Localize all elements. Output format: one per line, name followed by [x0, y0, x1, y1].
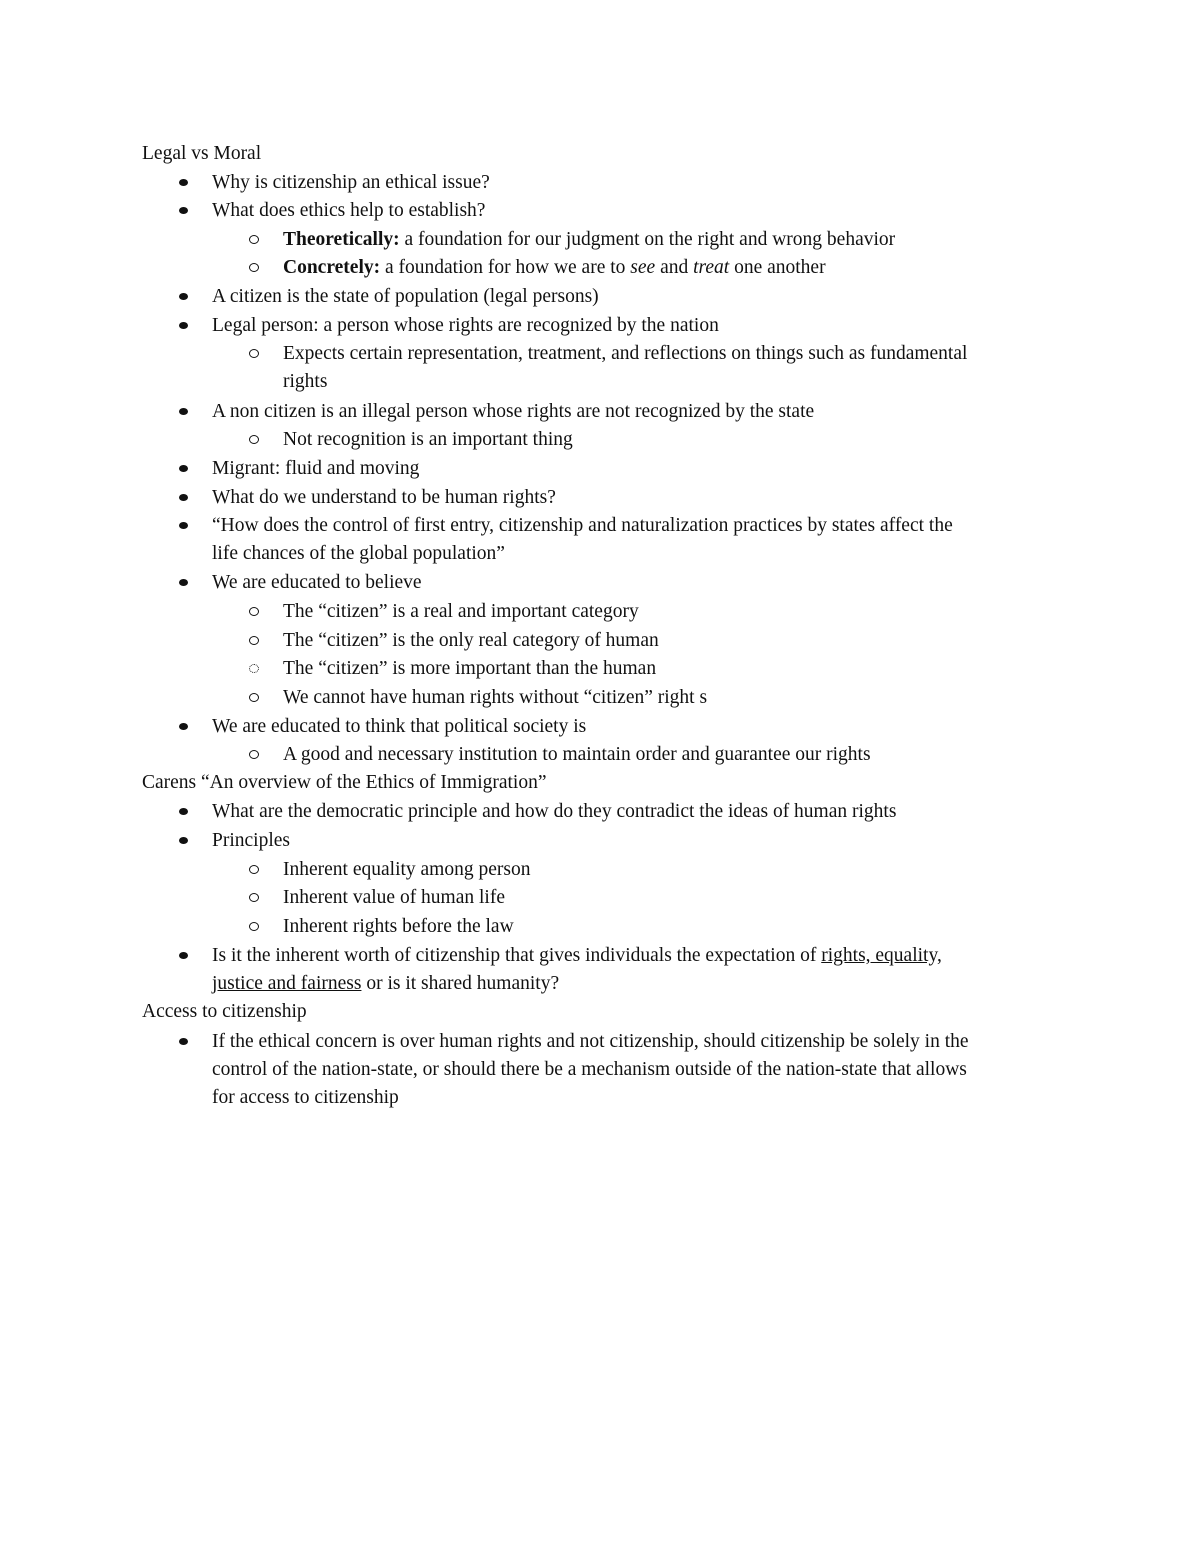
list-item: We are educated to believe	[212, 572, 422, 593]
sub-list-item: We cannot have human rights without “citizen” right s	[283, 687, 708, 708]
list-item: If the ethical concern is over human rights and not citizenship, should citizenship be solely in the	[212, 1031, 969, 1052]
sub-list-item: The “citizen” is the only real category of human	[283, 630, 659, 651]
section-heading-carens: Carens “An overview of the Ethics of Immigration”	[142, 772, 547, 793]
sub-list-item: Not recognition is an important thing	[283, 429, 573, 450]
sub-list-item	[283, 226, 895, 254]
sub-list-item: The “citizen” is more important than the human	[283, 658, 657, 679]
list-item: A citizen is the state of population (legal persons)	[212, 286, 599, 307]
italic-word: treat	[693, 257, 730, 278]
list-item: What does ethics help to establish?	[212, 200, 486, 221]
list-item-continuation: for access to citizenship	[212, 1087, 399, 1108]
text-run: a foundation for how we are to	[380, 257, 631, 278]
text-run: or is it shared humanity?	[361, 973, 560, 994]
bold-label: Theoretically:	[283, 229, 400, 250]
sub-list-item	[283, 254, 826, 282]
list-item: We are educated to think that political society is	[212, 716, 587, 737]
list-item-continuation: life chances of the global population”	[212, 543, 505, 564]
sub-list-item: Inherent value of human life	[283, 887, 505, 908]
section-heading-legal-vs-moral: Legal vs Moral	[142, 143, 262, 164]
list-item: What are the democratic principle and how do they contradict the ideas of human rights	[212, 801, 897, 822]
list-item: What do we understand to be human rights?	[212, 487, 556, 508]
section-heading-access: Access to citizenship	[142, 1001, 307, 1022]
sub-list-item: Expects certain representation, treatment, and reflections on things such as fundamental	[283, 343, 968, 364]
text-run: one another	[729, 257, 826, 278]
list-item: Why is citizenship an ethical issue?	[212, 172, 490, 193]
list-item-continuation	[212, 970, 559, 998]
list-item: Principles	[212, 830, 290, 851]
list-item: Migrant: fluid and moving	[212, 458, 420, 479]
underlined-text: justice and fairness	[212, 973, 362, 994]
sub-list-item: The “citizen” is a real and important category	[283, 601, 639, 622]
sub-list-item: Inherent equality among person	[283, 859, 531, 880]
list-item	[212, 942, 942, 970]
text-run: Is it the inherent worth of citizenship that gives individuals the expectation of	[212, 945, 822, 966]
sub-list-item-continuation: rights	[283, 371, 328, 392]
sub-list-item: Inherent rights before the law	[283, 916, 514, 937]
underlined-text: rights, equality,	[821, 945, 942, 966]
italic-word: see	[630, 257, 656, 278]
bold-label: Concretely:	[283, 257, 381, 278]
text-run: a foundation for our judgment on the right and wrong behavior	[399, 229, 896, 250]
list-item: A non citizen is an illegal person whose rights are not recognized by the state	[212, 401, 815, 422]
text-run: and	[655, 257, 694, 278]
list-item: “How does the control of first entry, citizenship and naturalization practices by states affect the	[212, 515, 953, 536]
list-item-continuation: control of the nation-state, or should there be a mechanism outside of the nation-state that allows	[212, 1059, 967, 1080]
sub-list-item: A good and necessary institution to maintain order and guarantee our rights	[283, 744, 871, 765]
list-item: Legal person: a person whose rights are recognized by the nation	[212, 315, 719, 336]
